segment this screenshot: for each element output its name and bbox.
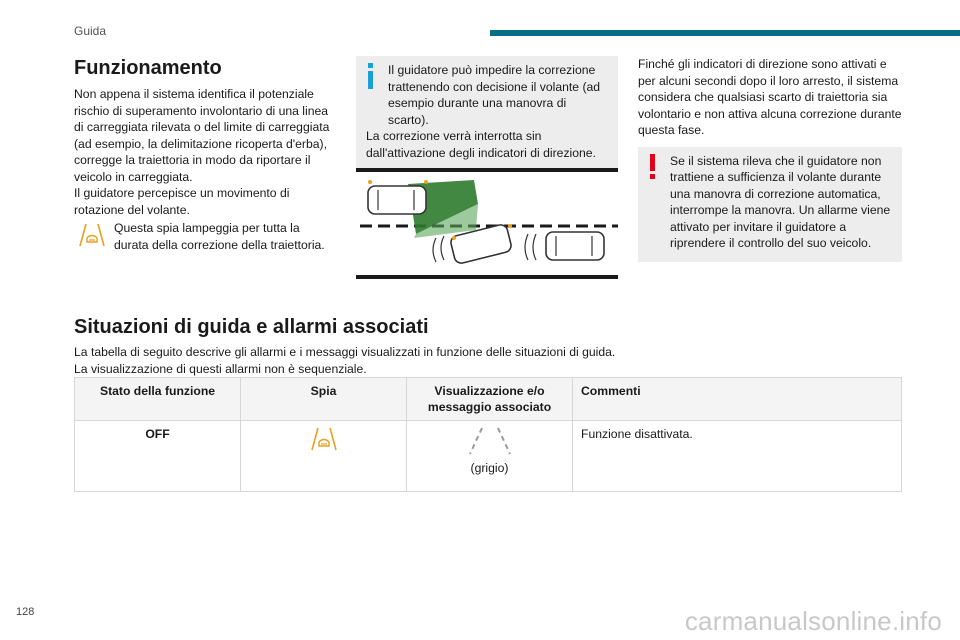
functioning-para-1: Non appena il sistema identifica il potenziale rischio di superamento involontario di una linea di carreggiata rilevata o del limite di carreggiata (ad esempio, la delimitazione ricoperta d'erba), corregge la traiettoria in modo da riportare il veicolo in carreggiata.	[74, 87, 330, 184]
lane-warning-lamp-icon	[78, 222, 106, 248]
situations-desc-1: La tabella di seguito descrive gli allarmi e i messaggi visualizzati in funzione delle situazioni di guida.	[74, 345, 616, 359]
lane-correction-illustration	[356, 168, 618, 280]
functioning-column	[74, 56, 336, 253]
situations-desc-2: La visualizzazione di questi allarmi non è sequenziale.	[74, 361, 367, 376]
warning-lamp-text: Questa spia lampeggia per tutta la durata della correzione della traiettoria.	[114, 221, 325, 252]
warning-box-text: Se il sistema rileva che il guidatore non trattiene a sufficienza il volante durante una manovra di correzione automatica, interrompe la manovra. Un allarme viene attivato per invitare il guidatore a riprendere il controllo del suo veicolo.	[670, 153, 891, 250]
table-header-row	[75, 378, 902, 421]
table-row	[75, 421, 902, 492]
cell-commento: Funzione disattivata.	[573, 421, 902, 492]
page-number: 128	[16, 606, 35, 618]
cell-spia	[241, 421, 407, 492]
warning-lamp-note	[74, 220, 336, 253]
cell-display	[407, 421, 573, 492]
situations-title: Situazioni di guida e allarmi associati	[74, 316, 429, 338]
info-text-2: La correzione verrà interrotta sin dall'attivazione degli indicatori di direzione.	[366, 129, 596, 160]
functioning-title: Funzionamento	[74, 57, 222, 79]
info-box	[356, 56, 618, 171]
info-icon	[366, 63, 376, 89]
header-commenti: Commenti	[573, 378, 902, 421]
header-stato: Stato della funzione	[75, 378, 241, 421]
indicator-text: Finché gli indicatori di direzione sono attivati e per alcuni secondi dopo il loro arresto, il sistema considera che qualsiasi scarto di traiettoria sia volontario e non attiva alcuna correzione durante questa fase.	[638, 57, 902, 137]
header-visualizzazione: Visualizzazione e/o messaggio associato	[407, 378, 573, 421]
running-header: Guida	[74, 24, 107, 38]
functioning-para-2: Il guidatore percepisce un movimento di rotazione del volante.	[74, 186, 290, 217]
right-column	[638, 56, 902, 262]
situations-description	[74, 344, 894, 377]
header-accent-bar	[490, 30, 960, 36]
warning-box	[638, 147, 902, 262]
exclamation-icon	[648, 154, 658, 180]
alarms-table	[74, 377, 902, 492]
display-note: (grigio)	[470, 461, 509, 475]
grey-lane-lines-icon	[460, 426, 520, 456]
lane-warning-lamp-icon	[310, 426, 338, 452]
header-spia: Spia	[241, 378, 407, 421]
info-column	[356, 56, 618, 171]
cell-stato: OFF	[75, 421, 241, 492]
info-text-1: Il guidatore può impedire la correzione trattenendo con decisione il volante (ad esempio durante una manovra di scarto).	[388, 63, 601, 127]
watermark: carmanualsonline.info	[684, 606, 942, 636]
